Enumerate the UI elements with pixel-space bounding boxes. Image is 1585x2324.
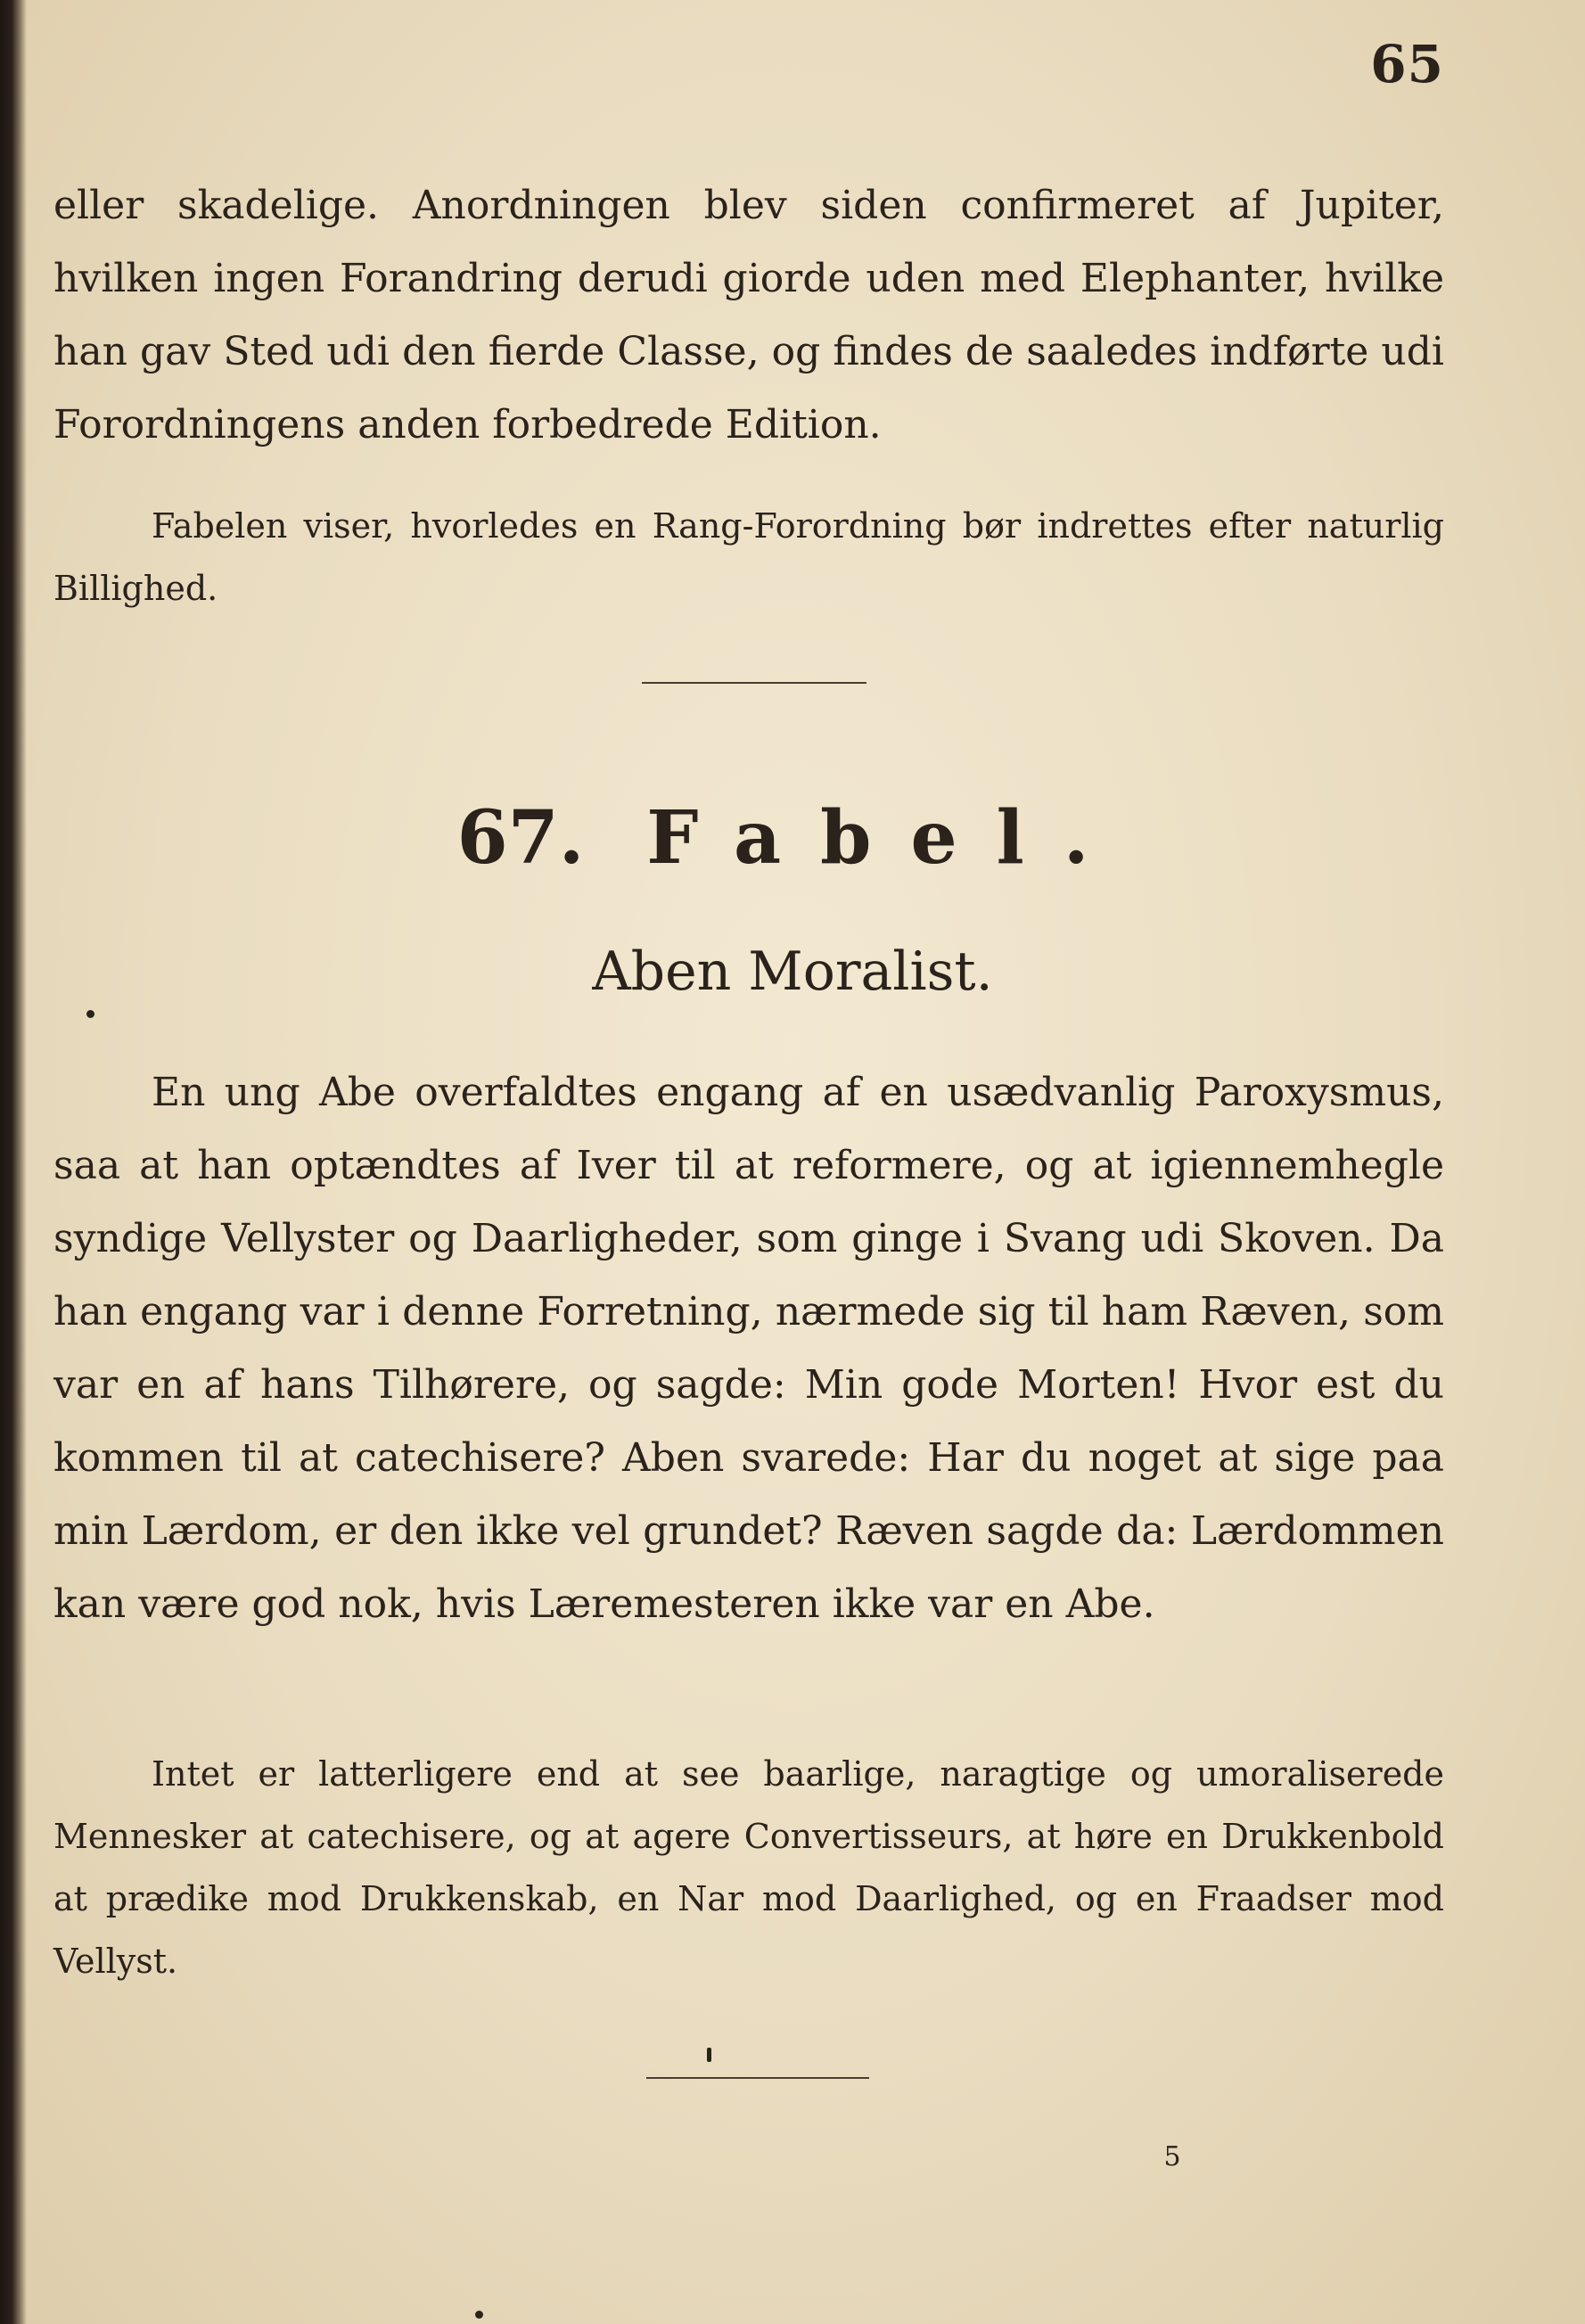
fable-moral-block [53, 1743, 1444, 1992]
fable-moral: Intet er latterligere end at see baarlige, naragtige og umoraliserede Mennesker at catechisere, og at agere Convertisseurs, at høre en Drukkenbold at prædike mod Drukkenskab, en Nar mod Daarlighed, og en Fraadser mod Vellyst. [53, 1754, 1444, 1981]
previous-fable-ending [53, 169, 1444, 462]
fable-heading [0, 784, 1585, 891]
section-divider-bottom [646, 2077, 869, 2079]
previous-fable-moral: Fabelen viser, hvorledes en Rang-Forordning bør indrettes efter naturlig Billighed. [53, 506, 1444, 608]
ink-speck [86, 1010, 94, 1018]
section-divider-top [642, 682, 866, 684]
fable-body-block [53, 1056, 1444, 1641]
fable-body: En ung Abe overfaldtes engang af en usædvanlig Paroxysmus, saa at han optændtes af Iver til at reformere, og at igiennemhegle syndige Vellyster og Daarligheder, som ginge i Svang udi Skoven. Da han engang var i denne Forretning, nærmede sig til ham Ræven, som var en af hans Tilhørere, og sagde: Min gode Morten! Hvor est du kommen til at catechisere? Aben svarede: Har du noget at sige paa min Lærdom, er den ikke vel grundet? Ræven sagde da: Lærdommen kan være god nok, hvis Læremesteren ikke var en Abe. [53, 1070, 1444, 1627]
ink-speck [475, 2311, 483, 2319]
fable-subtitle: Aben Moralist. [592, 940, 993, 1003]
previous-fable-text: eller skadelige. Anordningen blev siden confirmeret af Jupiter, hvilken ingen Forandring derudi giorde uden med Elephanter, hvilke han gav Sted udi den fierde Classe, og findes de saaledes indførte udi Forordningens anden forbedrede Edition. [53, 183, 1444, 448]
ink-speck [707, 2048, 711, 2062]
page-number: 65 [1370, 34, 1444, 94]
fable-number: 67. [456, 795, 585, 881]
fable-title-word: Fabel. [646, 795, 1129, 881]
book-spine-shadow [0, 0, 27, 2324]
previous-fable-moral-block [53, 495, 1444, 620]
printer-signature-mark: 5 [1163, 2141, 1181, 2172]
